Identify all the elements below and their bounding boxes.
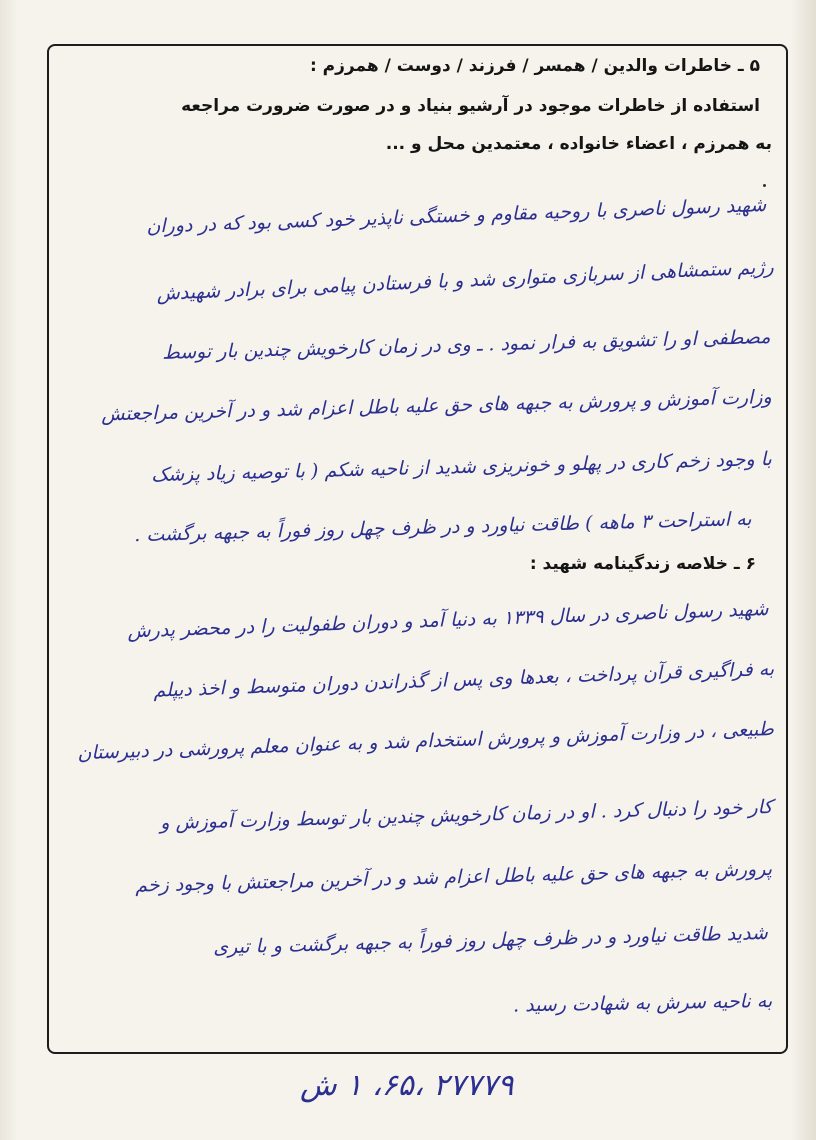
section5-instruction-line-2: به همرزم ، اعضاء خانواده ، معتمدین محل و ...	[385, 134, 772, 154]
archive-code: ۲۷۷۷۹ ،۶۵، ۱ ش	[300, 1068, 514, 1103]
form-frame	[47, 44, 788, 1054]
ink-dot	[763, 184, 766, 187]
memories-line: با وجود زخم کاری در پهلو و خونریزی شدید از ناحیه شکم ( با توصیه زیاد پزشک	[151, 448, 773, 487]
biography-line: پرورش به جبهه های حق علیه باطل اعزام شد و در آخرین مراجعتش با وجود زخم	[134, 858, 773, 897]
memories-line: شهید رسول ناصری با روحیه مقاوم و خستگی ناپذیر خود کسی بود که در دوران	[145, 194, 767, 238]
biography-line: به فراگیری قرآن پرداخت ، بعدها وی پس از گذراندن دوران متوسط و اخذ دیپلم	[152, 658, 775, 702]
section5-heading: ۵ ـ خاطرات والدین / همسر / فرزند / دوست / همرزم :	[309, 56, 760, 76]
memories-line: وزارت آموزش و پرورش به جبهه های حق علیه باطل اعزام شد و در آخرین مراجعتش	[101, 386, 773, 426]
memories-line: رژیم ستمشاهی از سربازی متواری شد و با فرستادن پیامی برای برادر شهیدش	[156, 256, 775, 305]
biography-line: کار خود را دنبال کرد . او در زمان کارخویش چندین بار توسط وزارت آموزش و	[159, 796, 773, 835]
biography-line: شدید طاقت نیاورد و در ظرف چهل روز فوراً به جبهه برگشت و با تیری	[213, 922, 769, 959]
biography-line: شهید رسول ناصری در سال ۱۳۳۹ به دنیا آمد و دوران طفولیت را در محضر پدرش	[126, 598, 769, 643]
section6-heading: ۶ ـ خلاصه زندگینامه شهید :	[529, 554, 756, 574]
memories-line: مصطفی او را تشویق به فرار نمود . ـ وی در زمان کارخویش چندین بار توسط	[161, 326, 771, 364]
section5-instruction-line-1: استفاده از خاطرات موجود در آرشیو بنیاد و در صورت ضرورت مراجعه	[181, 96, 760, 116]
memories-line: به استراحت ۳ ماهه ) طاقت نیاورد و در ظرف چهل روز فوراً به جبهه برگشت .	[134, 508, 753, 547]
biography-line: طبیعی ، در وزارت آموزش و پرورش استخدام شد و به عنوان معلم پرورشی در دبیرستان	[77, 718, 775, 765]
biography-line: به ناحیه سرش به شهادت رسید .	[512, 990, 773, 1017]
